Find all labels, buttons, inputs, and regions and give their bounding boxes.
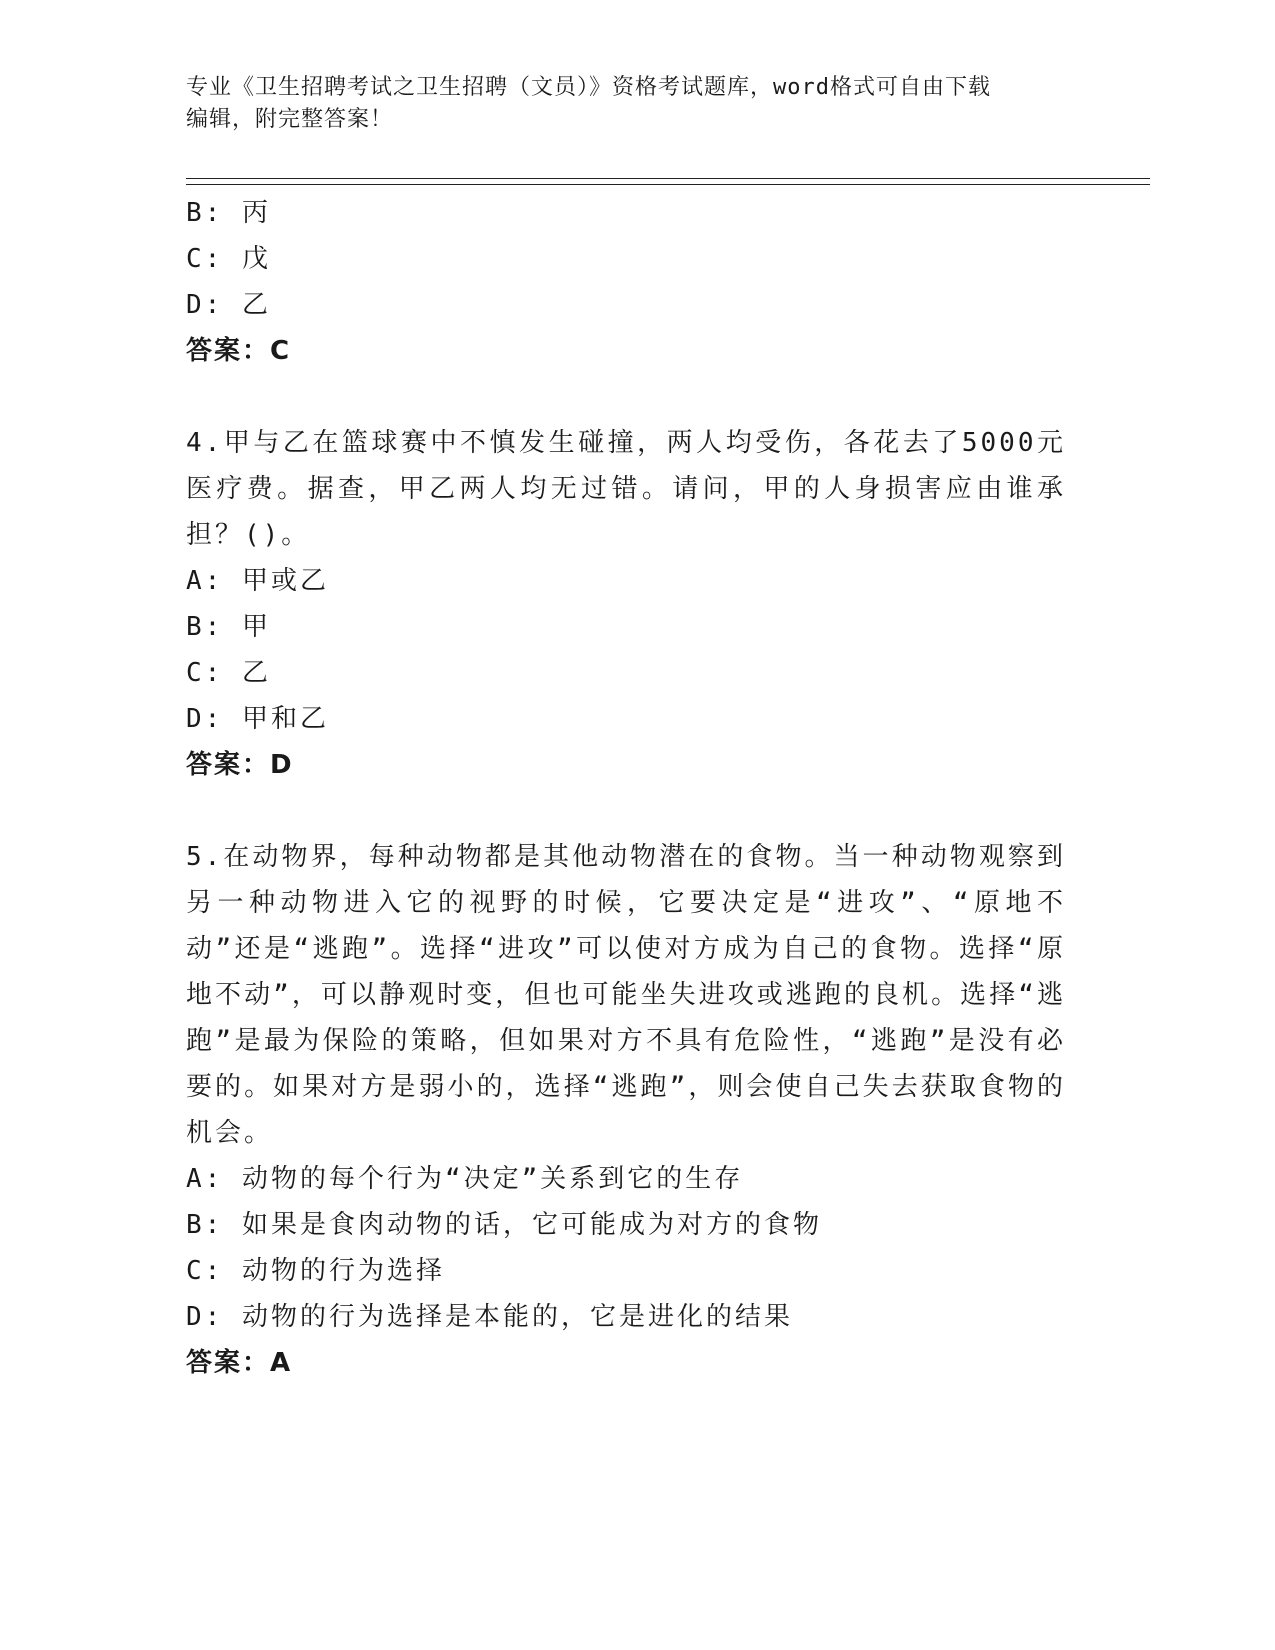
option-text: 乙: [241, 290, 271, 320]
option-label: C:: [186, 1256, 224, 1286]
option-label: A:: [186, 566, 224, 596]
spacer: [186, 374, 1086, 420]
option-text: 动物的每个行为“决定”关系到它的生存: [241, 1164, 744, 1194]
option-label: A:: [186, 1164, 224, 1194]
option-text: 戊: [241, 244, 271, 274]
option-label: C:: [186, 658, 224, 688]
header-line-1: 专业《卫生招聘考试之卫生招聘（文员）》资格考试题库，word格式可自由下载: [186, 75, 991, 100]
option-text: 丙: [241, 198, 271, 228]
spacer: [186, 788, 1086, 834]
option-b: [186, 1202, 1086, 1248]
header-divider-bottom: [186, 184, 1150, 185]
option-c: [186, 650, 1086, 696]
option-d: [186, 282, 1086, 328]
option-d: [186, 696, 1086, 742]
option-text: 乙: [241, 658, 271, 688]
question-text: 5.在动物界，每种动物都是其他动物潜在的食物。当一种动物观察到另一种动物进入它的视野的时候，它要决定是“进攻”、“原地不动”还是“逃跑”。选择“进攻”可以使对方成为自己的食物。选择“原地不动”，可以静观时变，但也可能坐失进攻或逃跑的良机。选择“逃跑”是最为保险的策略，但如果对方不具有危险性，“逃跑”是没有必要的。如果对方是弱小的，选择“逃跑”，则会使自己失去获取食物的机会。: [186, 842, 1066, 1148]
question-4: [186, 420, 1086, 788]
answer: 答案：C: [186, 336, 292, 366]
answer: 答案：D: [186, 750, 294, 780]
option-label: B:: [186, 612, 224, 642]
option-b: [186, 190, 1086, 236]
option-text: 甲: [241, 612, 271, 642]
question-content: [186, 190, 1086, 1386]
option-label: D:: [186, 290, 224, 320]
question-5: [186, 834, 1086, 1386]
question-3-tail: [186, 190, 1086, 374]
question-text: 4.甲与乙在篮球赛中不慎发生碰撞，两人均受伤，各花去了5000元医疗费。据查，甲乙两人均无过错。请问，甲的人身损害应由谁承担？()。: [186, 428, 1066, 550]
page-header: [186, 72, 1086, 136]
option-text: 动物的行为选择: [241, 1256, 445, 1286]
option-label: B:: [186, 198, 224, 228]
option-a: [186, 558, 1086, 604]
option-text: 动物的行为选择是本能的，它是进化的结果: [241, 1302, 793, 1332]
header-divider-top: [186, 178, 1150, 179]
option-d: [186, 1294, 1086, 1340]
option-text: 甲和乙: [241, 704, 329, 734]
option-a: [186, 1156, 1086, 1202]
option-text: 甲或乙: [241, 566, 329, 596]
option-text: 如果是食肉动物的话，它可能成为对方的食物: [241, 1210, 822, 1240]
option-c: [186, 1248, 1086, 1294]
option-b: [186, 604, 1086, 650]
option-label: D:: [186, 704, 224, 734]
header-line-2: 编辑，附完整答案！: [186, 107, 394, 132]
option-label: B:: [186, 1210, 224, 1240]
option-label: C:: [186, 244, 224, 274]
option-label: D:: [186, 1302, 224, 1332]
answer: 答案：A: [186, 1348, 293, 1378]
option-c: [186, 236, 1086, 282]
